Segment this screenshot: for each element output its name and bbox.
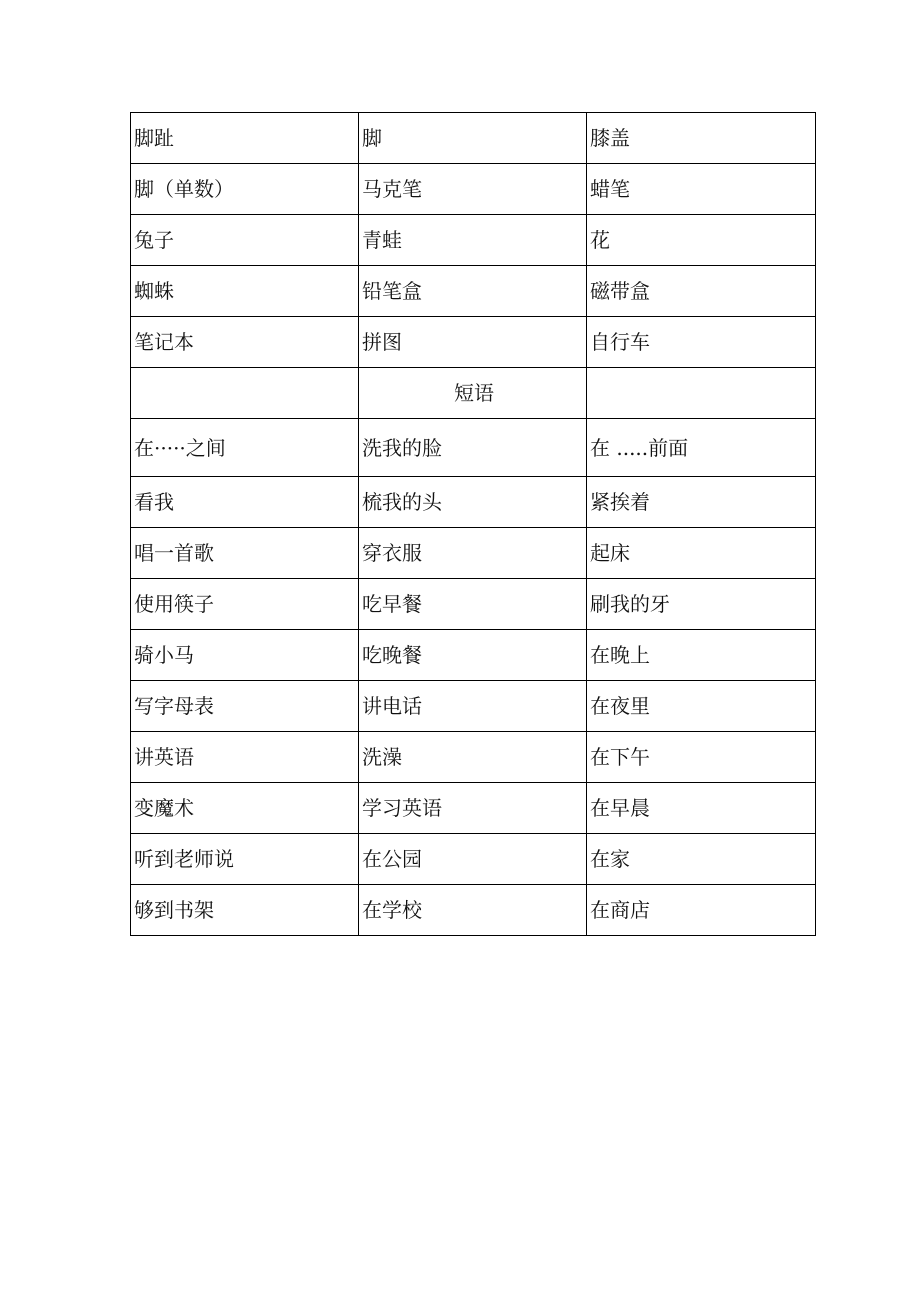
table-row bbox=[131, 528, 816, 579]
table-cell: 兔子 bbox=[131, 215, 359, 266]
table-row bbox=[131, 164, 816, 215]
table-cell: 在学校 bbox=[359, 885, 587, 936]
table-cell: 笔记本 bbox=[131, 317, 359, 368]
table-cell: 在商店 bbox=[587, 885, 816, 936]
table-cell: 在早晨 bbox=[587, 783, 816, 834]
table-cell: 变魔术 bbox=[131, 783, 359, 834]
table-cell: 脚 bbox=[359, 113, 587, 164]
table-cell: 自行车 bbox=[587, 317, 816, 368]
table-cell: 唱一首歌 bbox=[131, 528, 359, 579]
section-heading: 短语 bbox=[359, 368, 587, 419]
vocabulary-table bbox=[130, 112, 816, 936]
table-cell: 在家 bbox=[587, 834, 816, 885]
table-cell: 蜡笔 bbox=[587, 164, 816, 215]
table-cell: 在·····之间 bbox=[131, 419, 359, 477]
table-cell: 起床 bbox=[587, 528, 816, 579]
table-cell: 紧挨着 bbox=[587, 477, 816, 528]
table-cell bbox=[587, 368, 816, 419]
table-cell: 写字母表 bbox=[131, 681, 359, 732]
table-cell: 使用筷子 bbox=[131, 579, 359, 630]
table-cell: 青蛙 bbox=[359, 215, 587, 266]
table-cell: 在 .....前面 bbox=[587, 419, 816, 477]
table-row bbox=[131, 215, 816, 266]
table-cell: 洗澡 bbox=[359, 732, 587, 783]
table-cell: 脚趾 bbox=[131, 113, 359, 164]
table-cell: 在夜里 bbox=[587, 681, 816, 732]
table-cell: 脚（单数） bbox=[131, 164, 359, 215]
table-cell: 听到老师说 bbox=[131, 834, 359, 885]
table-cell: 讲电话 bbox=[359, 681, 587, 732]
table-cell: 马克笔 bbox=[359, 164, 587, 215]
table-cell: 磁带盒 bbox=[587, 266, 816, 317]
table-cell: 讲英语 bbox=[131, 732, 359, 783]
section-header-row bbox=[131, 368, 816, 419]
table-cell: 刷我的牙 bbox=[587, 579, 816, 630]
table-cell: 穿衣服 bbox=[359, 528, 587, 579]
table-row bbox=[131, 477, 816, 528]
table-cell: 洗我的脸 bbox=[359, 419, 587, 477]
table-cell: 吃早餐 bbox=[359, 579, 587, 630]
table-row bbox=[131, 834, 816, 885]
table-cell: 骑小马 bbox=[131, 630, 359, 681]
table-row bbox=[131, 885, 816, 936]
table-row bbox=[131, 419, 816, 477]
table-cell: 吃晚餐 bbox=[359, 630, 587, 681]
table-cell: 在公园 bbox=[359, 834, 587, 885]
table-row bbox=[131, 317, 816, 368]
table-cell: 在下午 bbox=[587, 732, 816, 783]
table-cell: 在晚上 bbox=[587, 630, 816, 681]
table-cell: 拼图 bbox=[359, 317, 587, 368]
table-row bbox=[131, 113, 816, 164]
table-row bbox=[131, 630, 816, 681]
table-cell: 膝盖 bbox=[587, 113, 816, 164]
table-cell bbox=[131, 368, 359, 419]
table-row bbox=[131, 579, 816, 630]
table-row bbox=[131, 266, 816, 317]
table-row bbox=[131, 783, 816, 834]
table-cell: 学习英语 bbox=[359, 783, 587, 834]
table-row bbox=[131, 681, 816, 732]
table-cell: 蜘蛛 bbox=[131, 266, 359, 317]
table-row bbox=[131, 732, 816, 783]
table-cell: 梳我的头 bbox=[359, 477, 587, 528]
table-cell: 看我 bbox=[131, 477, 359, 528]
table-cell: 够到书架 bbox=[131, 885, 359, 936]
table-cell: 花 bbox=[587, 215, 816, 266]
table-cell: 铅笔盒 bbox=[359, 266, 587, 317]
